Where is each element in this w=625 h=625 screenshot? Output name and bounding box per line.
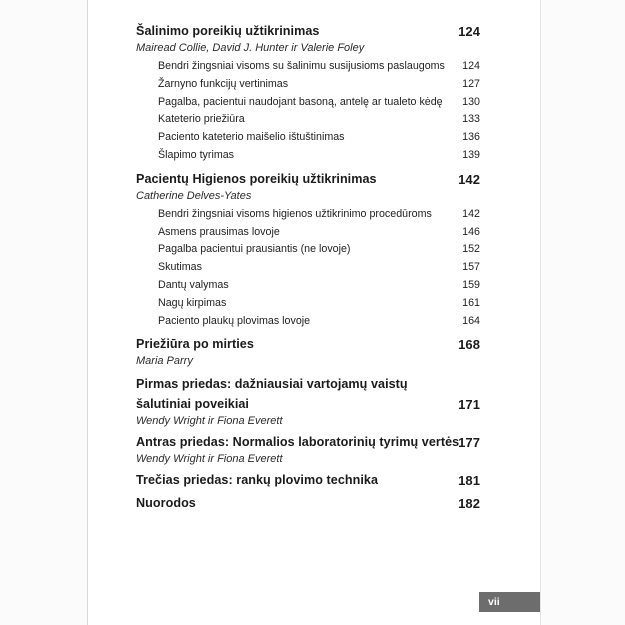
entry-label: Bendri žingsniai visoms higienos užtikrinimo procedūroms <box>158 207 432 220</box>
section-page-number: 181 <box>458 473 480 489</box>
section-authors: Wendy Wright ir Fiona Everett <box>136 453 283 466</box>
section-title: Šalinimo poreikių užtikrinimas <box>136 24 320 38</box>
entry-page-number: 127 <box>462 77 480 90</box>
entry-label: Kateterio priežiūra <box>158 113 245 126</box>
entry-label: Paciento plaukų plovimas lovoje <box>158 314 311 327</box>
toc-section <box>136 433 480 467</box>
entry-label: Žarnyno funkcijų vertinimas <box>158 77 289 90</box>
section-page-number: 177 <box>458 435 480 451</box>
section-page-number: 142 <box>458 171 480 187</box>
toc-entry <box>158 206 480 224</box>
toc-section-heading <box>136 471 480 490</box>
section-authors: Catherine Delves-Yates <box>136 189 252 202</box>
entry-page-number: 130 <box>462 95 480 108</box>
section-authors: Maria Parry <box>136 355 193 368</box>
entry-label: Nagų kirpimas <box>158 296 227 309</box>
toc-section <box>136 471 480 490</box>
toc-entry <box>158 111 480 129</box>
toc-section-heading <box>136 170 480 189</box>
section-page-number: 182 <box>458 496 480 512</box>
entry-page-number: 157 <box>462 261 480 274</box>
section-title: Pacientų Higienos poreikių užtikrinimas <box>136 171 377 186</box>
section-entries <box>136 58 480 165</box>
entry-label: Pagalba pacientui prausiantis (ne lovoje) <box>158 243 351 256</box>
section-page-number: 171 <box>458 397 480 413</box>
entry-page-number: 159 <box>462 278 480 291</box>
section-title: Antras priedas: Normalios laboratorinių tyrimų vertės <box>136 435 460 450</box>
toc-entry <box>158 259 480 277</box>
toc-entry <box>158 129 480 147</box>
section-authors: Wendy Wright ir Fiona Everett <box>136 415 283 428</box>
section-title-line: Pirmas priedas: dažniausiai vartojamų vaistų <box>136 377 408 392</box>
table-of-contents <box>136 22 480 513</box>
toc-entry <box>158 224 480 242</box>
entry-page-number: 139 <box>462 148 480 161</box>
toc-section-heading <box>136 335 480 354</box>
toc-section <box>136 494 480 513</box>
page-number-tab: vii <box>479 592 540 612</box>
entry-label: Pagalba, pacientui naudojant basoną, antelę ar tualeto kėdę <box>158 95 443 108</box>
section-page-number: 124 <box>458 24 480 39</box>
toc-section-heading <box>136 433 480 452</box>
entry-label: Skutimas <box>158 261 202 274</box>
toc-section <box>136 170 480 331</box>
toc-entry <box>158 94 480 112</box>
toc-entry <box>158 76 480 94</box>
entry-label: Paciento kateterio maišelio ištuštinimas <box>158 131 345 144</box>
section-title-line: šalutiniai poveikiai <box>136 397 249 412</box>
section-title: Nuorodos <box>136 496 196 511</box>
section-page-number: 168 <box>458 337 480 353</box>
entry-page-number: 161 <box>462 296 480 309</box>
section-title: Trečias priedas: rankų plovimo technika <box>136 473 379 488</box>
entry-page-number: 136 <box>462 131 480 144</box>
toc-entry <box>158 295 480 313</box>
toc-entry <box>158 147 480 165</box>
entry-page-number: 142 <box>462 207 480 220</box>
toc-entry <box>158 277 480 295</box>
entry-label: Šlapimo tyrimas <box>158 148 235 161</box>
toc-section-heading <box>136 22 480 41</box>
section-entries <box>136 206 480 331</box>
toc-section <box>136 374 480 429</box>
toc-entry <box>158 313 480 331</box>
entry-label: Dantų valymas <box>158 278 229 291</box>
toc-section <box>136 335 480 369</box>
section-title <box>136 374 408 414</box>
entry-page-number: 124 <box>462 60 480 72</box>
entry-page-number: 164 <box>462 314 480 327</box>
toc-entry <box>158 241 480 259</box>
toc-entry <box>158 58 480 76</box>
section-title: Priežiūra po mirties <box>136 337 254 352</box>
entry-page-number: 133 <box>462 113 480 126</box>
entry-label: Bendri žingsniai visoms su šalinimu susijusioms paslaugoms <box>158 60 445 72</box>
entry-page-number: 146 <box>462 225 480 238</box>
entry-page-number: 152 <box>462 243 480 256</box>
toc-section <box>136 22 480 165</box>
section-authors: Mairead Collie, David J. Hunter ir Valerie Foley <box>136 42 365 54</box>
entry-label: Asmens prausimas lovoje <box>158 225 280 238</box>
toc-section-heading <box>136 494 480 513</box>
toc-section-heading <box>136 374 480 414</box>
